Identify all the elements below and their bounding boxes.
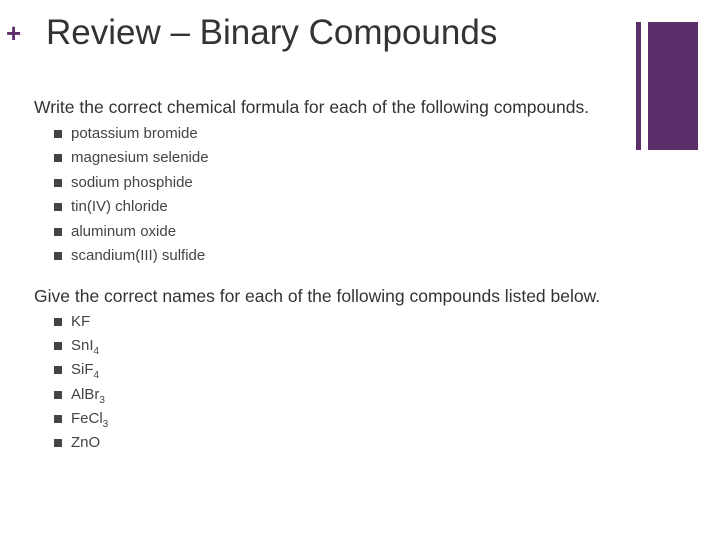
list-item xyxy=(54,409,108,433)
square-bullet-icon xyxy=(54,318,62,326)
square-bullet-icon xyxy=(54,252,62,260)
formula-text: KF xyxy=(71,313,91,330)
formula-text: FeCl$_3$ xyxy=(71,409,109,430)
square-bullet-icon xyxy=(54,203,62,211)
section2-heading: Give the correct names for each of the following compounds listed below. xyxy=(34,286,601,306)
square-bullet-icon xyxy=(54,130,62,138)
accent-bar-wide xyxy=(648,22,698,150)
list-item xyxy=(54,312,108,336)
square-bullet-icon xyxy=(54,366,62,374)
formula-text: SnI$_4$ xyxy=(71,337,100,358)
square-bullet-icon xyxy=(54,415,62,423)
list-item-text: magnesium selenide xyxy=(71,149,209,167)
list-item xyxy=(54,222,209,246)
square-bullet-icon xyxy=(54,439,62,447)
square-bullet-icon xyxy=(54,154,62,162)
list-item xyxy=(54,173,209,197)
square-bullet-icon xyxy=(54,179,62,187)
section2-list xyxy=(54,312,108,457)
square-bullet-icon xyxy=(54,391,62,399)
formula-text: ZnO xyxy=(71,433,101,451)
list-item xyxy=(54,246,209,270)
plus-icon: + xyxy=(6,18,22,48)
section1-list xyxy=(54,124,209,270)
list-item xyxy=(54,197,209,221)
list-item xyxy=(54,385,108,409)
square-bullet-icon xyxy=(54,342,62,350)
list-item xyxy=(54,336,108,360)
list-item-text: tin(IV) chloride xyxy=(71,198,168,216)
formula-text: AlBr$_3$ xyxy=(71,385,105,406)
formula-text: SiF$_4$ xyxy=(71,361,100,382)
list-item xyxy=(54,360,108,384)
list-item-text: potassium bromide xyxy=(71,125,198,142)
list-item-text: sodium phosphide xyxy=(71,173,193,191)
list-item xyxy=(54,433,108,457)
accent-bar-thin xyxy=(636,22,641,150)
list-item-text: aluminum oxide xyxy=(71,222,177,240)
list-item xyxy=(54,124,209,148)
list-item-text: scandium(III) sulfide xyxy=(71,246,206,264)
slide-title: Review – Binary Compounds xyxy=(46,13,498,52)
square-bullet-icon xyxy=(54,228,62,236)
list-item xyxy=(54,148,209,172)
section1-heading: Write the correct chemical formula for each of the following compounds. xyxy=(34,97,590,117)
